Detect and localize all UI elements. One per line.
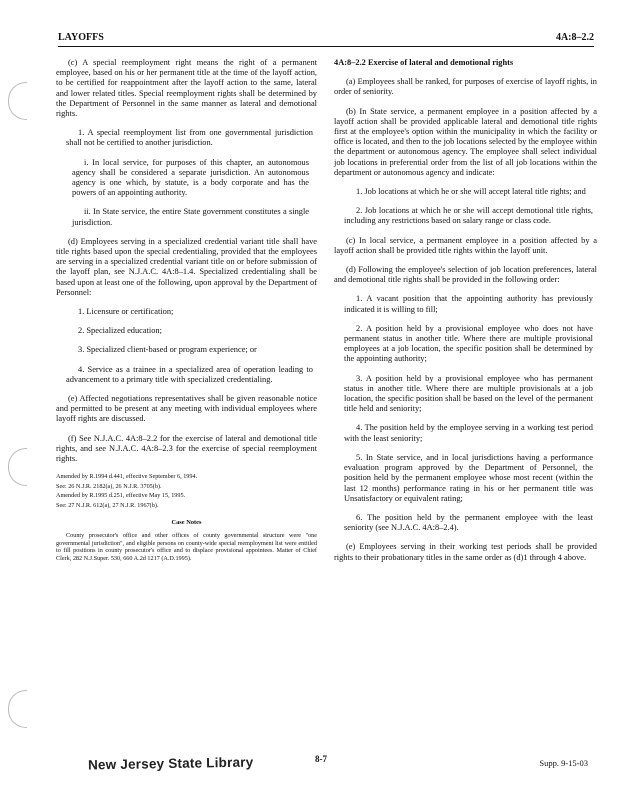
case-notes-heading: Case Notes bbox=[171, 518, 202, 526]
paragraph-d1: 1. A vacant position that the appointing authority has previously indicated it is willing to fill; bbox=[344, 294, 593, 314]
paragraph-d: (d) Following the employee's selection of job location preferences, lateral and demotional title rights shall be provided in the following order: bbox=[334, 265, 597, 285]
paragraph-d: (d) Employees serving in a specialized credential variant title shall have title rights based upon the special credentialing, provided that the employees are serving in a specialized credential variant title on or before submission of the layoff plan, see N.J.A.C. 4A:8–1.4. Specialized credentialing shall be based upon at least one of the following, upon approval by the Department of Personnel: bbox=[56, 236, 317, 297]
section-heading: 4A:8–2.2 Exercise of lateral and demotional rights bbox=[334, 58, 514, 67]
paragraph-d2: 2. A position held by a provisional employee who does not have permanent status in another title. Where there are multiple provisional employees at a job location, the specific position shall be determined by the appointing authority; bbox=[344, 323, 593, 364]
paragraph-a: (a) Employees shall be ranked, for purposes of exercise of layoff rights, in order of seniority. bbox=[334, 77, 597, 97]
paragraph-c1-ii: ii. In State service, the entire State government constitutes a single jurisdiction. bbox=[72, 207, 309, 227]
paragraph-e: (e) Employees serving in their working test periods shall be provided rights to their probationary titles in the same order as (d)1 through 4 above. bbox=[334, 542, 597, 562]
binder-hole-mark-bottom bbox=[8, 690, 27, 728]
paragraph-c1: 1. A special reemployment list from one governmental jurisdiction shall not be certified to another jurisdiction. bbox=[66, 128, 313, 148]
history-line: Amended by R.1994 d.441, effective September 6, 1994. bbox=[56, 473, 198, 481]
header-chapter-title: LAYOFFS bbox=[58, 32, 104, 43]
header-section-number: 4A:8–2.2 bbox=[555, 32, 594, 43]
supplement-date: Supp. 9-15-03 bbox=[539, 758, 588, 768]
history-line: Amended by R.1995 d.251, effective May 15, 1995. bbox=[56, 492, 186, 500]
binder-hole-mark-top bbox=[8, 82, 27, 120]
paragraph-d3: 3. Specialized client-based or program experience; or bbox=[78, 345, 257, 355]
page-number: 8-7 bbox=[315, 754, 327, 764]
paragraph-d3: 3. A position held by a provisional employee who has permanent status in another title. Where there are multiple provisionals at a job location, the specific position shall be based on the level of the permanent title held and seniority; bbox=[344, 373, 593, 414]
binder-hole-mark-middle bbox=[8, 448, 27, 486]
paragraph-d4: 4. Service as a trainee in a specialized area of operation leading to advancement to a primary title with specialized credentialing. bbox=[66, 364, 313, 384]
running-header bbox=[58, 32, 594, 47]
history-line: See: 27 N.J.R. 612(a), 27 N.J.R. 1967(b). bbox=[56, 502, 159, 510]
paragraph-f: (f) See N.J.A.C. 4A:8–2.2 for the exercise of lateral and demotional title rights, and see N.J.A.C. 4A:8–2.3 for the exercise of special reemployment rights. bbox=[56, 433, 317, 464]
case-notes-body: County prosecutor's office and other offices of county governmental structure were "one governmental jurisdiction", and eligible persons on county-wide special reemployment list were entitled to fill positions in county prosecutor's office and to displace provisional appointees. Matter of Chief Clerk, 282 N.J.Super. 530, 660 A.2d 1217 (A.D.1995). bbox=[56, 531, 317, 563]
right-column bbox=[334, 58, 597, 572]
paragraph-b1: 1. Job locations at which he or she will accept lateral title rights; and bbox=[356, 187, 586, 197]
left-column bbox=[56, 58, 317, 572]
history-line: See: 26 N.J.R. 2182(a), 26 N.J.R. 3705(b). bbox=[56, 482, 162, 490]
paragraph-b2: 2. Job locations at which he or she will accept demotional title rights, including any restrictions based on salary range or class code. bbox=[344, 206, 593, 226]
library-logo-stamp: New Jersey State Library bbox=[87, 754, 254, 773]
paragraph-b: (b) In State service, a permanent employee in a position affected by a layoff action shall be provided applicable lateral and demotional title rights first at the employee's option within the municipality in which the facility or office is located, and then to the job locations selected by the employee within the department or autonomous agency. The employee shall select individual job locations in preferential order from the list of all job locations within the department or autonomous agency and indicate: bbox=[334, 106, 597, 177]
paragraph-c1-i: i. In local service, for purposes of this chapter, an autonomous agency shall be considered a separate jurisdiction. An autonomous agency is one which, by statute, is a body corporate and has the powers of an appointing authority. bbox=[72, 157, 309, 198]
paragraph-d5: 5. In State service, and in local jurisdictions having a performance evaluation program approved by the Department of Personnel, the position held by the permanent employee whose most recent (within the last 12 months) performance rating in his or her permanent title was Unsatisfactory or equivalent rating; bbox=[344, 452, 593, 503]
paragraph-c: (c) In local service, a permanent employee in a position affected by a layoff action shall be provided title rights within the layoff unit. bbox=[334, 235, 597, 255]
paragraph-d6: 6. The position held by the permanent employee with the least seniority (see N.J.A.C. 4A:8–2.4). bbox=[344, 512, 593, 533]
amendment-history bbox=[56, 473, 317, 509]
paragraph-d1: 1. Licensure or certification; bbox=[78, 307, 174, 317]
page-footer bbox=[0, 748, 618, 778]
paragraph-d2: 2. Specialized education; bbox=[78, 326, 162, 336]
paragraph-e: (e) Affected negotiations representatives shall be given reasonable notice and permitted to be present at any meeting with individual employees where layoff rights are discussed. bbox=[56, 394, 317, 424]
paragraph-c: (c) A special reemployment right means the right of a permanent employee, based on his or her permanent title at the time of the layoff action, to be certified for reappointment after the layoff action to the same, lateral and lower related titles. Special reemployment rights shall be determined by the Department of Personnel in the same manner as lateral and demotional rights. bbox=[56, 58, 317, 119]
paragraph-d4: 4. The position held by the employee serving in a working test period with the least seniority; bbox=[344, 423, 593, 443]
